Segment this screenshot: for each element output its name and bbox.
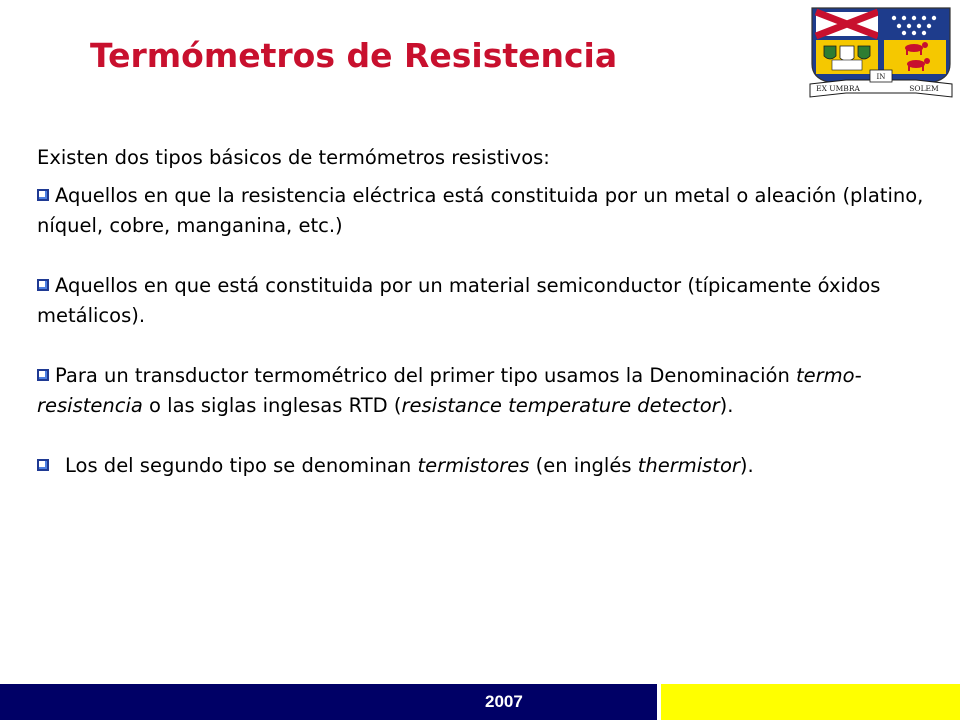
bullet-text: o las siglas inglesas RTD ( [142,394,402,417]
checkbox-bullet-icon [37,189,49,201]
slide-body [37,143,937,481]
footer-bar [0,684,960,720]
bullet-text: ). [719,394,734,417]
bullet-item-semiconductor [37,271,937,331]
svg-text:SOLEM: SOLEM [909,84,939,93]
checkbox-bullet-icon [37,459,49,471]
footer-year-container [0,684,657,720]
university-crest-icon [806,4,956,100]
footer-year: 2007 [485,692,523,711]
bullet-text: ). [739,454,754,477]
bullet-item-thermistor [37,451,937,481]
bullet-text: Aquellos en que la resistencia eléctrica está constituida por un metal o aleación (platino, níquel, cobre, manganina, etc.) [37,184,924,237]
svg-text:IN: IN [876,73,886,81]
italic-term: termistores [417,454,530,477]
svg-text:EX UMBRA: EX UMBRA [816,84,860,93]
footer-right-panel [661,684,960,720]
slide-title: Termómetros de Resistencia [90,36,618,75]
italic-term: termo-resistencia [37,364,862,417]
checkbox-bullet-icon [37,279,49,291]
bullet-item-metal [37,181,937,241]
bullet-text: Aquellos en que está constituida por un material semiconductor (típicamente óxidos metálicos). [37,274,881,327]
intro-text: Existen dos tipos básicos de termómetros resistivos: [37,146,550,169]
italic-term: resistance temperature detector [401,394,720,417]
bullet-text: Para un transductor termométrico del primer tipo usamos la Denominación [55,364,797,387]
italic-term: thermistor [637,454,740,477]
bullet-item-rtd [37,361,937,421]
checkbox-bullet-icon [37,369,49,381]
bullet-text: Los del segundo tipo se denominan [65,454,418,477]
bullet-text: (en inglés [529,454,638,477]
